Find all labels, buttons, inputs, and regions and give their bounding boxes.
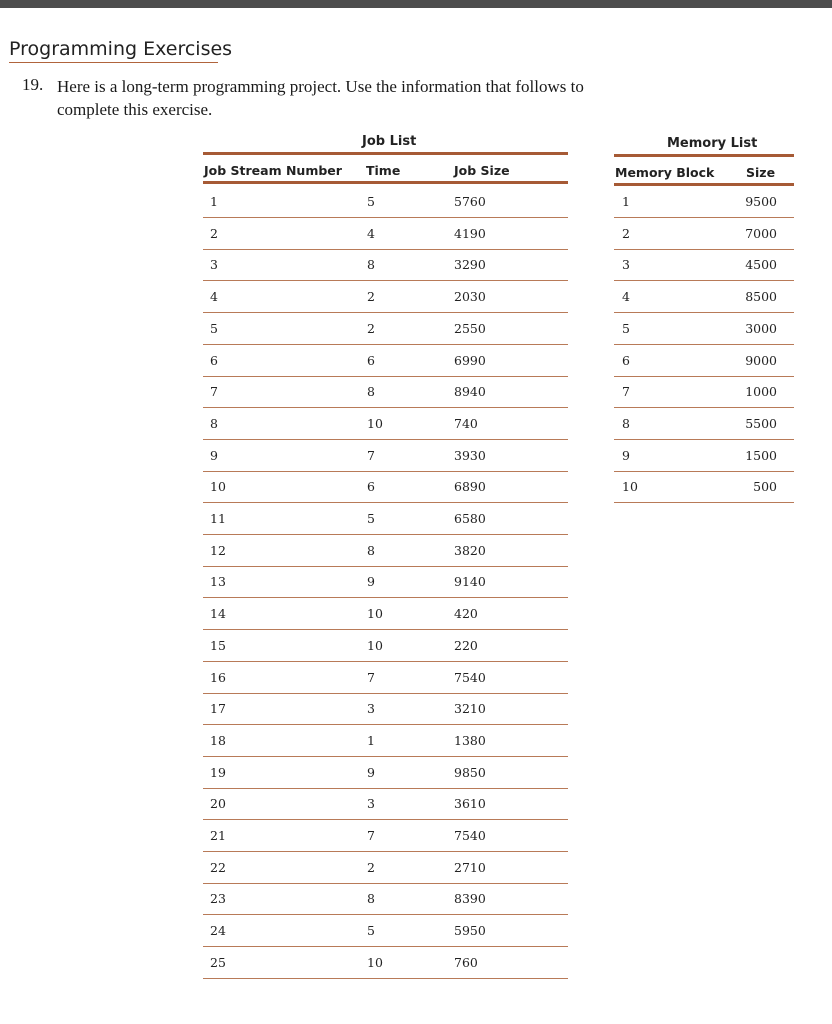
job-stream-number-cell: 17 bbox=[210, 701, 226, 717]
job-time-cell: 5 bbox=[367, 194, 375, 209]
job-list-row bbox=[203, 662, 568, 694]
job-time-cell: 2 bbox=[367, 289, 375, 305]
top-bar bbox=[0, 0, 832, 8]
job-stream-number-cell: 13 bbox=[210, 574, 226, 590]
job-list-title: Job List bbox=[362, 134, 417, 149]
job-size-cell: 3610 bbox=[454, 796, 486, 812]
job-size-cell: 7540 bbox=[454, 828, 486, 843]
job-list-row bbox=[203, 915, 568, 947]
job-stream-number-cell: 4 bbox=[210, 289, 218, 305]
job-stream-number-cell: 1 bbox=[210, 194, 218, 209]
job-stream-number-cell: 12 bbox=[210, 542, 226, 558]
memory-block-cell: 2 bbox=[622, 225, 630, 241]
job-stream-number-cell: 24 bbox=[210, 923, 226, 939]
job-list-header-stream: Job Stream Number bbox=[204, 163, 342, 178]
job-size-cell: 6990 bbox=[454, 352, 486, 368]
memory-list-header-block: Memory Block bbox=[615, 165, 715, 180]
job-stream-number-cell: 6 bbox=[210, 352, 218, 368]
job-list-row bbox=[203, 566, 568, 598]
job-list-row bbox=[203, 757, 568, 789]
job-list-row bbox=[203, 218, 568, 250]
section-title-underline bbox=[9, 62, 218, 63]
memory-block-cell: 9 bbox=[622, 447, 630, 463]
memory-list-row bbox=[614, 218, 794, 250]
memory-block-cell: 8 bbox=[622, 415, 630, 431]
exercise-number: 19. bbox=[22, 75, 44, 94]
memory-size-cell: 9000 bbox=[745, 352, 777, 368]
job-size-cell: 8940 bbox=[454, 384, 486, 400]
section-title: Programming Exercises bbox=[9, 38, 233, 60]
job-time-cell: 8 bbox=[367, 891, 375, 907]
job-stream-number-cell: 7 bbox=[210, 384, 218, 400]
memory-block-cell: 4 bbox=[622, 289, 630, 305]
memory-list-row bbox=[614, 345, 794, 377]
job-list-row bbox=[203, 535, 568, 567]
job-stream-number-cell: 16 bbox=[210, 669, 226, 685]
job-stream-number-cell: 14 bbox=[210, 606, 226, 622]
job-time-cell: 8 bbox=[367, 257, 375, 273]
job-size-cell: 9140 bbox=[454, 574, 486, 590]
job-size-cell: 740 bbox=[454, 415, 478, 431]
job-size-cell: 9850 bbox=[454, 764, 486, 780]
job-list-top-rule bbox=[203, 152, 568, 155]
job-size-cell: 5950 bbox=[454, 923, 486, 939]
memory-size-cell: 8500 bbox=[745, 289, 777, 305]
exercise-text-line-1: Here is a long-term programming project. Use the information that follows to bbox=[57, 77, 584, 96]
memory-block-cell: 7 bbox=[622, 384, 630, 400]
memory-list-row bbox=[614, 471, 794, 503]
job-list-row bbox=[203, 503, 568, 535]
job-time-cell: 7 bbox=[367, 447, 375, 463]
job-size-cell: 8390 bbox=[454, 891, 486, 907]
job-time-cell: 3 bbox=[367, 796, 375, 812]
memory-list-title: Memory List bbox=[667, 136, 758, 151]
job-size-cell: 6580 bbox=[454, 511, 486, 526]
job-time-cell: 7 bbox=[367, 669, 375, 685]
job-size-cell: 5760 bbox=[454, 194, 486, 209]
job-time-cell: 10 bbox=[367, 606, 383, 622]
job-stream-number-cell: 15 bbox=[210, 637, 226, 653]
job-list-row bbox=[203, 598, 568, 630]
job-time-cell: 8 bbox=[367, 384, 375, 400]
job-size-cell: 1380 bbox=[454, 732, 486, 748]
job-size-cell: 2030 bbox=[454, 289, 486, 305]
job-list-header-rule bbox=[203, 181, 568, 184]
job-size-cell: 3290 bbox=[454, 257, 486, 273]
job-stream-number-cell: 8 bbox=[210, 415, 218, 431]
job-list-header-size: Job Size bbox=[454, 163, 510, 178]
memory-list-row bbox=[614, 313, 794, 345]
job-time-cell: 4 bbox=[367, 225, 375, 241]
job-time-cell: 9 bbox=[367, 574, 375, 590]
job-stream-number-cell: 22 bbox=[210, 859, 226, 875]
job-time-cell: 10 bbox=[367, 637, 383, 653]
job-list-row bbox=[203, 820, 568, 852]
job-time-cell: 5 bbox=[367, 923, 375, 939]
memory-list-row bbox=[614, 249, 794, 281]
job-time-cell: 10 bbox=[367, 415, 383, 431]
job-stream-number-cell: 3 bbox=[210, 257, 218, 273]
job-list-row bbox=[203, 313, 568, 345]
job-time-cell: 2 bbox=[367, 859, 375, 875]
row-divider bbox=[614, 502, 794, 503]
job-size-cell: 2550 bbox=[454, 320, 486, 336]
memory-size-cell: 7000 bbox=[745, 225, 777, 241]
job-list-row bbox=[203, 947, 568, 979]
job-size-cell: 7540 bbox=[454, 669, 486, 685]
job-stream-number-cell: 2 bbox=[210, 225, 218, 241]
job-stream-number-cell: 25 bbox=[210, 954, 226, 970]
job-list-row bbox=[203, 852, 568, 884]
job-time-cell: 6 bbox=[367, 352, 375, 368]
job-list-row bbox=[203, 376, 568, 408]
job-time-cell: 7 bbox=[367, 828, 375, 843]
job-time-cell: 1 bbox=[367, 732, 375, 748]
memory-list-header-size: Size bbox=[746, 165, 776, 180]
job-size-cell: 760 bbox=[454, 954, 478, 970]
job-stream-number-cell: 19 bbox=[210, 764, 226, 780]
job-time-cell: 5 bbox=[367, 511, 375, 526]
job-list-row bbox=[203, 883, 568, 915]
memory-block-cell: 3 bbox=[622, 257, 630, 273]
job-size-cell: 3820 bbox=[454, 542, 486, 558]
memory-size-cell: 4500 bbox=[745, 257, 777, 273]
job-stream-number-cell: 21 bbox=[210, 828, 226, 843]
job-list-row bbox=[203, 249, 568, 281]
job-time-cell: 10 bbox=[367, 954, 383, 970]
job-size-cell: 4190 bbox=[454, 225, 486, 241]
memory-block-cell: 5 bbox=[622, 320, 630, 336]
job-time-cell: 8 bbox=[367, 542, 375, 558]
memory-size-cell: 3000 bbox=[745, 320, 777, 336]
job-time-cell: 6 bbox=[367, 479, 375, 495]
memory-size-cell: 5500 bbox=[745, 415, 777, 431]
job-list-header-time: Time bbox=[366, 163, 401, 178]
job-size-cell: 420 bbox=[454, 606, 478, 622]
job-size-cell: 3210 bbox=[454, 701, 486, 717]
exercise-text-line-2: complete this exercise. bbox=[57, 100, 213, 119]
job-list-row bbox=[203, 440, 568, 472]
job-list-row bbox=[203, 345, 568, 377]
memory-list-row bbox=[614, 440, 794, 472]
memory-block-cell: 6 bbox=[622, 352, 630, 368]
job-list-row bbox=[203, 788, 568, 820]
job-list-row bbox=[203, 186, 568, 218]
job-stream-number-cell: 11 bbox=[210, 511, 226, 526]
job-list-row bbox=[203, 630, 568, 662]
job-size-cell: 6890 bbox=[454, 479, 486, 495]
memory-size-cell: 500 bbox=[753, 479, 777, 495]
memory-list-row bbox=[614, 408, 794, 440]
memory-size-cell: 1000 bbox=[745, 384, 777, 400]
job-stream-number-cell: 18 bbox=[210, 732, 226, 748]
job-stream-number-cell: 5 bbox=[210, 320, 218, 336]
job-list-row bbox=[203, 693, 568, 725]
job-list-row bbox=[203, 725, 568, 757]
memory-list-row bbox=[614, 186, 794, 218]
memory-size-cell: 1500 bbox=[745, 447, 777, 463]
job-stream-number-cell: 23 bbox=[210, 891, 226, 907]
job-time-cell: 9 bbox=[367, 764, 375, 780]
job-list-row bbox=[203, 471, 568, 503]
row-divider bbox=[203, 978, 568, 979]
job-size-cell: 2710 bbox=[454, 859, 486, 875]
job-time-cell: 2 bbox=[367, 320, 375, 336]
exercise-text bbox=[57, 75, 657, 121]
job-size-cell: 220 bbox=[454, 637, 478, 653]
memory-size-cell: 9500 bbox=[745, 194, 777, 209]
job-time-cell: 3 bbox=[367, 701, 375, 717]
job-stream-number-cell: 9 bbox=[210, 447, 218, 463]
memory-block-cell: 10 bbox=[622, 479, 638, 495]
job-list-row bbox=[203, 408, 568, 440]
memory-list-row bbox=[614, 376, 794, 408]
job-size-cell: 3930 bbox=[454, 447, 486, 463]
memory-list-top-rule bbox=[614, 154, 794, 157]
memory-block-cell: 1 bbox=[622, 194, 630, 209]
memory-list-row bbox=[614, 281, 794, 313]
job-list-row bbox=[203, 281, 568, 313]
job-stream-number-cell: 10 bbox=[210, 479, 226, 495]
job-stream-number-cell: 20 bbox=[210, 796, 226, 812]
